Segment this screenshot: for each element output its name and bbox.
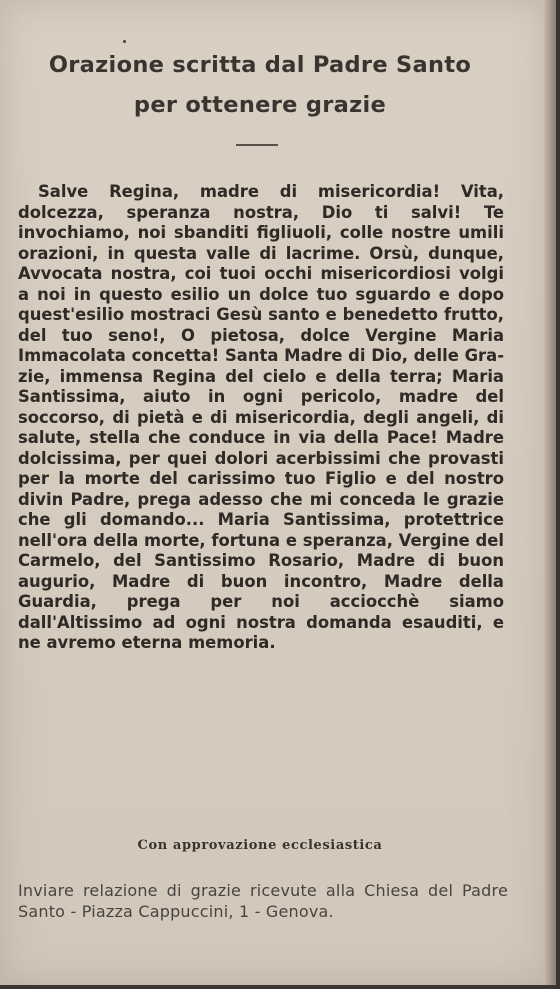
title-line-2: per ottenere grazie: [133, 92, 387, 118]
prayer-text: Salve Regina, madre di misericordia! Vita, dolcezza, speranza nostra, Dio ti salvi! Te invochiamo, noi sbanditi figliuoli, colle nostre umili orazioni, in questa valle di lacrime. Orsù, dunque, Avvocata nostra, coi tuoi occhi misericordiosi volgi a noi in questo esilio un dolce tuo sguardo e dopo quest'esilio mostraci Gesù santo e benedetto frutto, del tuo seno!, O pietosa, dolce Vergine Maria Immacolata concetta! Santa Madre di Dio, delle Grazie, immensa Regina del cielo e della terra; Maria Santissima, aiuto in ogni pericolo, madre del soccorso, di pietà e di misericordia, degli angeli, di salute, stella che conduce in via della Pace! Madre dolcissima, per quei dolori acerbissimi che provasti per la morte del carissimo tuo Figlio e del nostro divin Padre, prega adesso che mi conceda le grazie che gli domando... Maria Santissima, protettrice nell'ora della morte, fortuna e speranza, Vergine del Carmelo, del Santissimo Rosario, Madre di buon augurio, Madre di buon incontro, Madre della Guardia, prega per noi acciocchè siamo dall'Altissimo ad ogni nostra domanda esauditi, e ne avremo eterna memoria.: [18, 182, 504, 652]
ink-speck: [123, 40, 126, 43]
footer-note: Inviare relazione di grazie ricevute alla Chiesa del Padre Santo - Piazza Cappuccini, 1 - Genova.: [18, 881, 508, 921]
title-divider: [236, 144, 278, 146]
ecclesiastical-approval: Con approvazione ecclesiastica: [137, 838, 383, 853]
title-line-1: Orazione scritta dal Padre Santo: [48, 52, 472, 78]
